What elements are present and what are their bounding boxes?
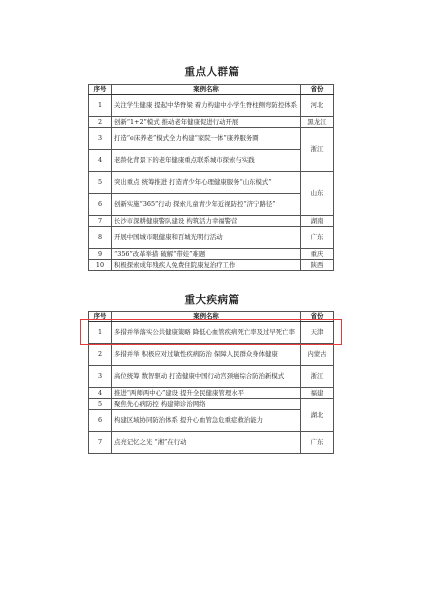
row-province: 福建 (301, 388, 334, 399)
row-province: 重庆 (301, 249, 334, 260)
row-case-name: 创新实施“365”行动 探索儿童青少年近视防控“济宁路径” (112, 194, 301, 216)
table-row (89, 150, 334, 172)
row-province: 湖南 (301, 216, 334, 227)
table-row (89, 117, 334, 128)
row-no: 4 (89, 388, 112, 399)
row-no: 1 (89, 322, 112, 344)
row-case-name: 开展中国城市眼健康和百城光明行活动 (112, 227, 301, 249)
table-row (89, 388, 334, 399)
row-no: 4 (89, 150, 112, 172)
row-case-name: 构建区域协同防治体系 提升心血管急危重症救治能力 (112, 410, 301, 432)
row-no: 6 (89, 194, 112, 216)
row-no: 5 (89, 399, 112, 410)
section-title-major-diseases: 重大疾病篇 (184, 294, 240, 306)
row-case-name: 突出重点 统筹推进 打造青少年心理健康服务“山东模式” (112, 172, 301, 194)
table-row (89, 399, 334, 410)
row-case-name: 创新“1+2”模式 推动老年健康促进行动开展 (112, 117, 301, 128)
header-case-name: 案例名称 (112, 85, 301, 95)
row-no: 7 (89, 432, 112, 454)
header-no: 序号 (89, 312, 112, 322)
row-no: 6 (89, 410, 112, 432)
row-no: 2 (89, 344, 112, 366)
highlight-box (80, 319, 342, 345)
table-row (89, 95, 334, 117)
row-case-name: “356”改革举措 破解“带娃”难题 (112, 249, 301, 260)
row-no: 1 (89, 95, 112, 117)
row-case-name: 点亮记忆之光 “湘”在行动 (112, 432, 301, 454)
row-case-name: 打造“e床养老”模式全力构建“家院一体”康养服务圈 (112, 128, 301, 150)
table-row (89, 260, 334, 271)
row-case-name: 多措并举 积极应对过敏性疾病防治 保障人民群众身体健康 (112, 344, 301, 366)
table-row (89, 128, 334, 150)
row-no: 8 (89, 227, 112, 249)
row-no: 3 (89, 366, 112, 388)
table-row (89, 410, 334, 432)
table-header-row (89, 85, 334, 95)
table-row (89, 249, 334, 260)
row-no: 5 (89, 172, 112, 194)
table-row (89, 432, 334, 454)
key-populations-table (88, 84, 334, 271)
row-case-name: 长沙市深耕健康警队建设 构筑活力幸福警营 (112, 216, 301, 227)
row-province: 浙江 (301, 366, 334, 388)
header-province: 省份 (301, 85, 334, 95)
row-province: 河北 (301, 95, 334, 117)
row-no: 7 (89, 216, 112, 227)
row-province: 浙江 (301, 128, 334, 172)
row-case-name: 聚焦先心病防控 构建筛诊治网络 (112, 399, 301, 410)
header-province: 省份 (301, 312, 334, 322)
table-row (89, 172, 334, 194)
table-row (89, 216, 334, 227)
row-case-name: 关注学生健康 提起中华脊梁 着力构建中小学生脊柱侧弯防控体系 (112, 95, 301, 117)
row-province: 广东 (301, 432, 334, 454)
row-case-name: 老龄化背景下的老年健康重点联系城市探索与实践 (112, 150, 301, 172)
row-province: 天津 (301, 322, 334, 344)
row-province: 陕西 (301, 260, 334, 271)
row-province: 广东 (301, 227, 334, 249)
row-no: 2 (89, 117, 112, 128)
table-row (89, 227, 334, 249)
row-province: 山东 (301, 172, 334, 216)
row-case-name: 多措并举落实公共健康策略 降低心血管疾病死亡率及过早死亡率 (112, 322, 301, 344)
row-province: 湖北 (301, 399, 334, 432)
row-province: 黑龙江 (301, 117, 334, 128)
row-no: 10 (89, 260, 112, 271)
table-row (89, 344, 334, 366)
table-row (89, 366, 334, 388)
row-province: 内蒙古 (301, 344, 334, 366)
header-no: 序号 (89, 85, 112, 95)
row-case-name: 推进“两师两中心”建设 提升全民健康管理水平 (112, 388, 301, 399)
row-no: 3 (89, 128, 112, 150)
header-case-name: 案例名称 (112, 312, 301, 322)
row-case-name: 高位统筹 数智驱动 打造健康中国行动宫颈癌综合防治新模式 (112, 366, 301, 388)
section-title-key-populations: 重点人群篇 (184, 66, 240, 78)
row-no: 9 (89, 249, 112, 260)
row-case-name: 积极探索成年残疾人免费住院康复治疗工作 (112, 260, 301, 271)
table-row (89, 194, 334, 216)
